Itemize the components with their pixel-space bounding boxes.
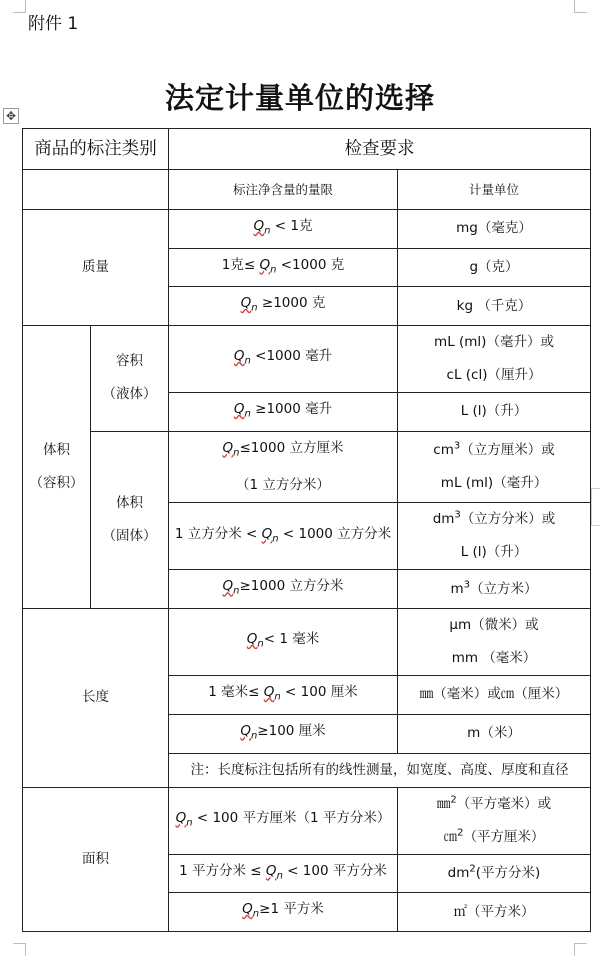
unit-cell: mL (ml)（毫升）或 cL (cl)（厘升） [398, 326, 591, 393]
range-cell: $Q_n\le 1000$ 立方厘米 （1 立方分米） [169, 431, 398, 503]
qn-symbol: $Q_n$ [263, 684, 281, 703]
units-table [22, 128, 591, 932]
header-range: 标注净含量的量限 [169, 170, 398, 210]
empty-cell [23, 170, 169, 210]
unit-cell: g（克） [398, 248, 591, 287]
page-corner-mark [13, 943, 26, 956]
unit-cell: $dm^3$（立方分米）或 L (l)（升） [398, 503, 591, 570]
range-cell: $Q_n \ge 1000$ 毫升 [169, 393, 398, 432]
table-row [23, 210, 591, 249]
category-area: 面积 [23, 787, 169, 931]
qn-symbol: $Q_n$ [265, 862, 283, 882]
qn-symbol: $Q_n$ [246, 631, 264, 650]
range-cell: $Q_n\ge 100$ 厘米 [169, 714, 398, 753]
annex-label: 附件 1 [28, 14, 79, 34]
qn-symbol: $Q_n$ [253, 218, 271, 237]
header-category: 商品的标注类别 [23, 129, 169, 170]
header-unit: 计量单位 [398, 170, 591, 210]
unit-cell: ㎡（平方米） [398, 893, 591, 932]
table-header-row [23, 129, 591, 170]
qn-symbol: $Q_n$ [222, 578, 240, 598]
qn-symbol: $Q_n$ [261, 525, 279, 545]
header-requirement: 检查要求 [169, 129, 591, 170]
table-row [23, 787, 591, 854]
category-volume: 体积 （容积） [23, 326, 91, 609]
qn-symbol: $Q_n$ [240, 295, 258, 315]
subcategory-liquid: 容积 （液体） [91, 326, 169, 432]
range-cell: $Q_n\ge 1000$ 立方分米 [169, 570, 398, 609]
page-title: 法定计量单位的选择 [164, 81, 435, 115]
unit-cell: ㎜$^2$（平方毫米）或 ㎝$^2$（平方厘米） [398, 787, 591, 854]
table-row [23, 609, 591, 676]
margin-marker [591, 488, 600, 526]
category-length: 长度 [23, 609, 169, 787]
range-cell: 1 立方分米 < $Q_n < 1000$ 立方分米 [169, 503, 398, 570]
range-cell: 1 毫米≤ $Q_n < 100$ 厘米 [169, 676, 398, 715]
subcategory-solid: 体积 （固体） [91, 431, 169, 608]
unit-cell: mg（毫克） [398, 210, 591, 249]
length-note: 注：长度标注包括所有的线性测量，如宽度、高度、厚度和直径 [169, 753, 591, 787]
range-cell: $Q_n < 1$克 [169, 210, 398, 249]
category-mass: 质量 [23, 210, 169, 326]
qn-symbol: $Q_n$ [222, 439, 240, 459]
range-cell: $Q_n <1000$ 毫升 [169, 326, 398, 393]
unit-cell: m（米） [398, 714, 591, 753]
range-cell: $Q_n \ge 1000$ 克 [169, 287, 398, 326]
table-move-handle-icon[interactable]: ✥ [3, 108, 19, 124]
range-cell: 1克≤ $Q_n <1000$ 克 [169, 248, 398, 287]
page-corner-mark [574, 0, 587, 13]
range-cell: 1 平方分米 ≤ $Q_n < 100$ 平方分米 [169, 854, 398, 893]
table-subheader-row [23, 170, 591, 210]
unit-cell: kg （千克） [398, 287, 591, 326]
page-corner-mark [574, 943, 587, 956]
table-row [23, 431, 591, 503]
unit-cell: $dm^2$(平方分米) [398, 854, 591, 893]
unit-cell: $cm^3$（立方厘米）或 mL (ml)（毫升） [398, 431, 591, 503]
qn-symbol: $Q_n$ [233, 348, 251, 367]
unit-cell: μm（微米）或 mm （毫米） [398, 609, 591, 676]
qn-symbol: $Q_n$ [259, 256, 277, 276]
qn-symbol: $Q_n$ [242, 901, 260, 920]
range-cell: $Q_n\ge 1$ 平方米 [169, 893, 398, 932]
unit-cell: ㎜（毫米）或㎝（厘米） [398, 676, 591, 715]
unit-cell: $m^3$（立方米） [398, 570, 591, 609]
page-corner-mark [13, 0, 26, 13]
unit-cell: L (l)（升） [398, 393, 591, 432]
qn-symbol: $Q_n$ [175, 809, 193, 829]
qn-symbol: $Q_n$ [233, 401, 251, 420]
table-row [23, 326, 591, 393]
qn-symbol: $Q_n$ [240, 722, 258, 742]
range-cell: $Q_n< 1$ 毫米 [169, 609, 398, 676]
range-cell: $Q_n < 100$ 平方厘米（1 平方分米） [169, 787, 398, 854]
